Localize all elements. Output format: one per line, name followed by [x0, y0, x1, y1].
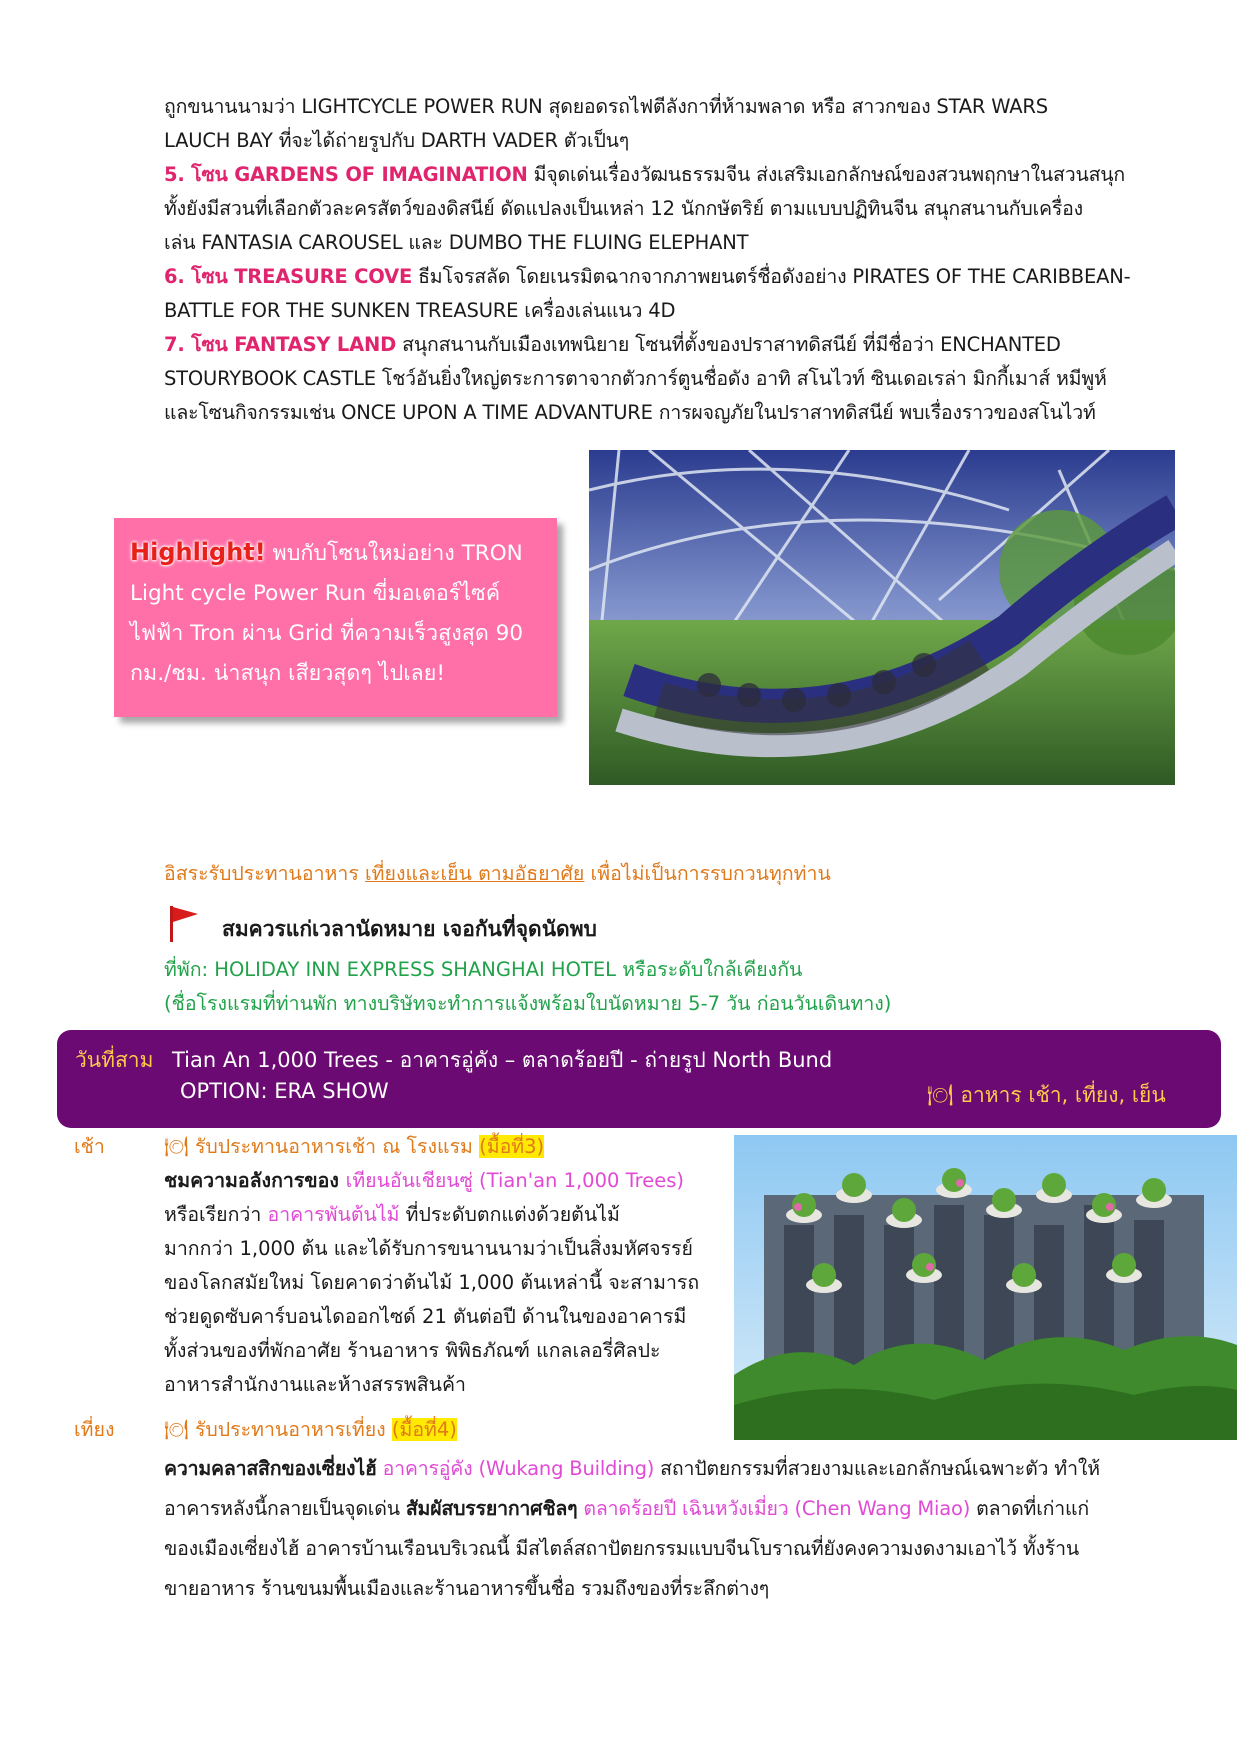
text-line: และโซนกิจกรรมเช่น ONCE UPON A TIME ADVANTURE การผจญภัยในปราสาทดิสนีย์ พบเรื่องราวของสโนไวท์ — [164, 401, 1096, 424]
day-meals: 🍽 อาหาร เช้า, เที่ยง, เย็น — [927, 1083, 1166, 1107]
text-segment: หรือเรียกว่า — [164, 1203, 268, 1226]
text-line: อาหารสำนักงานและห้างสรรพสินค้า — [164, 1373, 466, 1396]
text-segment: อาคารพันต้นไม้ — [267, 1203, 400, 1226]
text-line: เล่น FANTASIA CAROUSEL และ DUMBO THE FLUING ELEPHANT — [164, 231, 749, 254]
day-label: วันที่สาม — [75, 1048, 154, 1072]
text-line: สนุกสนานกับเมืองเทพนิยาย โซนที่ตั้งของปราสาทดิสนีย์ ที่มีชื่อว่า ENCHANTED — [396, 333, 1061, 356]
meal-number-badge: (มื้อที่3) — [479, 1135, 545, 1158]
text-line — [164, 1449, 1186, 1489]
highlight-box — [114, 518, 557, 717]
morning-meal-line — [164, 1130, 724, 1164]
text-line: ขายอาหาร ร้านขนมพื้นเมืองและร้านอาหารขึ้นชื่อ รวมถึงของที่ระลึกต่างๆ — [164, 1577, 770, 1600]
flag-icon — [168, 904, 202, 944]
meeting-note: สมควรแก่เวลานัดหมาย เจอกันที่จุดนัดพบ — [222, 917, 597, 941]
text-segment: เพื่อไม่เป็นการรบกวนทุกท่าน — [584, 862, 831, 885]
text-segment: เที่ยงและเย็น ตามอัธยาศัย — [365, 862, 585, 885]
morning-label: เช้า — [74, 1135, 105, 1158]
highlight-line: กม./ชม. น่าสนุก เสียวสุดๆ ไปเลย! — [130, 661, 445, 686]
text-segment: อาคารหลังนี้กลายเป็นจุดเด่น — [164, 1497, 406, 1520]
highlight-line: ไฟฟ้า Tron ผ่าน Grid ที่ความเร็วสูงสุด 90 — [130, 621, 524, 646]
text-line — [164, 1164, 724, 1198]
meal-number-badge: (มื้อที่4) — [391, 1418, 457, 1441]
text-segment: สัมผัสบรรยากาศชิลๆ — [405, 1497, 578, 1520]
roller-coaster-photo — [589, 450, 1175, 785]
zone-7-title: 7. โซน FANTASY LAND — [164, 333, 397, 356]
text-segment: สถาปัตยกรรมที่สวยงามและเอกลักษณ์เฉพาะตัว ทำให้ — [654, 1457, 1100, 1480]
highlight-tag: Highlight! — [130, 538, 266, 566]
day-option: OPTION: ERA SHOW — [180, 1079, 389, 1103]
text-segment: ชมความอลังการของ — [164, 1169, 346, 1192]
highlight-line: Light cycle Power Run ขี่มอเตอร์ไซค์ — [130, 581, 501, 606]
zone-6-title: 6. โซน TREASURE COVE — [164, 265, 413, 288]
text-line: ธีมโจรสลัด โดยเนรมิตฉากจากภาพยนตร์ชื่อดังอย่าง PIRATES OF THE CARIBBEAN- — [412, 265, 1131, 288]
text-line: ช่วยดูดซับคาร์บอนไดออกไซด์ 21 ตันต่อปี ด้านในของอาคารมี — [164, 1305, 687, 1328]
text-line: ของโลกสมัยใหม่ โดยคาดว่าต้นไม้ 1,000 ต้นเหล่านี้ จะสามารถ — [164, 1271, 700, 1294]
hotel-info — [164, 953, 1164, 1021]
text-segment: ที่ประดับตกแต่งด้วยต้นไม้ — [399, 1203, 620, 1226]
zone-5-line — [164, 158, 1182, 192]
text-line: มากกว่า 1,000 ต้น และได้รับการขนานนามว่าเป็นสิ่งมหัศจรรย์ — [164, 1237, 693, 1260]
noon-meal-line — [164, 1413, 724, 1447]
intro-paragraph — [164, 90, 1182, 430]
text-segment: ความคลาสสิกของเซี่ยงไฮ้ — [164, 1457, 377, 1480]
text-line: STOURYBOOK CASTLE โชว์อันยิ่งใหญ่ตระการตาจากตัวการ์ตูนชื่อดัง อาทิ สโนไวท์ ซินเดอเรล่า มิกกี้เมาส์ หมีพูห์ — [164, 367, 1107, 390]
day-header-bar — [57, 1030, 1221, 1128]
day-route: Tian An 1,000 Trees - อาคารอู่คัง – ตลาดร้อยปี - ถ่ายรูป North Bund — [172, 1048, 833, 1072]
text-segment: ตลาดที่เก่าแก่ — [970, 1497, 1090, 1520]
text-line — [164, 1489, 1186, 1529]
text-line: ของเมืองเซี่ยงไฮ้ อาคารบ้านเรือนบริเวณนี้ มีสไตล์สถาปัตยกรรมแบบจีนโบราณที่ยังคงความงดงามเอาไว้ ทั้งร้าน — [164, 1537, 1079, 1560]
text-line: มีจุดเด่นเรื่องวัฒนธรรมจีน ส่งเสริมเอกลักษณ์ของสวนพฤกษาในสวนสนุก — [527, 163, 1126, 186]
text-segment: อาคารอู่คัง (Wukang Building) — [376, 1457, 655, 1480]
text-line: BATTLE FOR THE SUNKEN TREASURE เครื่องเล่นแนว 4D — [164, 299, 676, 322]
hotel-line: (ชื่อโรงแรมที่ท่านพัก ทางบริษัทจะทำการแจ้งพร้อมใบนัดหมาย 5-7 วัน ก่อนวันเดินทาง) — [164, 992, 892, 1015]
zone-5-title: 5. โซน GARDENS OF IMAGINATION — [164, 163, 528, 186]
hotel-line: ที่พัก: HOLIDAY INN EXPRESS SHANGHAI HOTEL หรือระดับใกล้เคียงกัน — [164, 958, 803, 981]
text-segment: อิสระรับประทานอาหาร — [164, 862, 366, 885]
tian-an-1000-trees-photo — [734, 1135, 1237, 1440]
text-segment: ตลาดร้อยปี เฉินหวังเมี่ยว (Chen Wang Miao) — [577, 1497, 971, 1520]
text-line — [164, 1198, 724, 1232]
text-segment: เทียนอันเชียนซู่ (Tian'an 1,000 Trees) — [345, 1169, 684, 1192]
text-line: ถูกขนานนามว่า LIGHTCYCLE POWER RUN สุดยอดรถไฟตีลังกาที่ห้ามพลาด หรือ สาวกของ STAR WARS — [164, 95, 1048, 118]
meal-text: 🍽 รับประทานอาหารเช้า ณ โรงแรม — [164, 1135, 480, 1158]
zone-6-line — [164, 260, 1182, 294]
free-meal-note — [164, 857, 1164, 891]
zone-7-line — [164, 328, 1182, 362]
meal-text: 🍽 รับประทานอาหารเที่ยง — [164, 1418, 392, 1441]
noon-body — [164, 1449, 1186, 1609]
text-line: ทั้งยังมีสวนที่เลือกตัวละครสัตว์ของดิสนีย์ ดัดแปลงเป็นเหล่า 12 นักกษัตริย์ ตามแบบปฏิทินจีน สนุกสนานกับเครื่อง — [164, 197, 1083, 220]
highlight-line: พบกับโซนใหม่อย่าง TRON — [265, 541, 523, 566]
text-line: LAUCH BAY ที่จะได้ถ่ายรูปกับ DARTH VADER ตัวเป็นๆ — [164, 129, 630, 152]
morning-body — [164, 1130, 724, 1402]
noon-label: เที่ยง — [74, 1418, 115, 1441]
text-line: ทั้งส่วนของที่พักอาศัย ร้านอาหาร พิพิธภัณฑ์ แกลเลอรี่ศิลปะ — [164, 1339, 661, 1362]
